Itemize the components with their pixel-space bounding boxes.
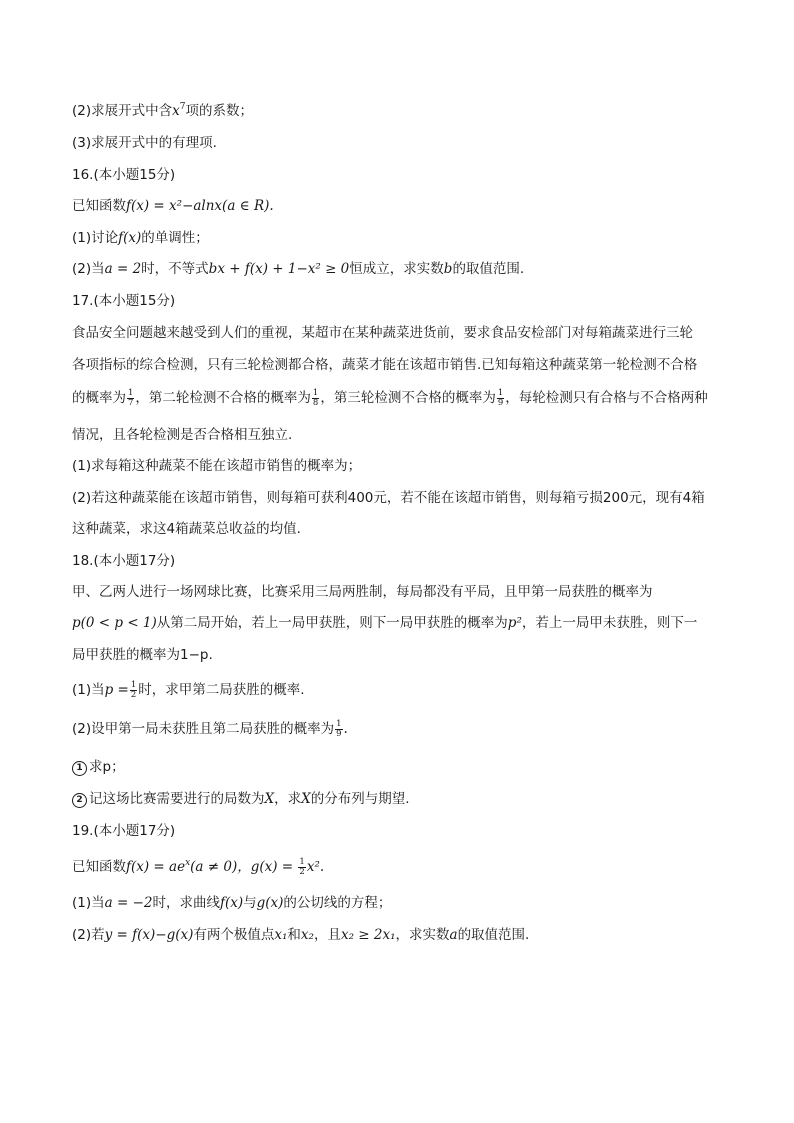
fraction-1-2: $\frac{1}{2}$ [130, 679, 137, 700]
question-18-stem-2: p(0 < p < 1)从第二局开始，若上一局甲获胜，则下一局甲获胜的概率为p²，若上一局甲未获胜，则下一 [72, 615, 698, 631]
question-19-part-1: (1)当a = −2时，求曲线f(x)与g(x)的公切线的方程； [72, 895, 392, 911]
question-16-part-1: (1)讨论f(x)的单调性； [72, 230, 209, 246]
function-definition: f(x) = x²−alnx(a ∈ R). [126, 198, 274, 214]
exponent: 7 [179, 102, 186, 112]
inequality: bx + f(x) + 1−x² ≥ 0 [208, 261, 350, 277]
fraction-1-7: $\frac{1}{7}$ [128, 387, 134, 408]
question-19-stem: 已知函数$f(x) = ae^x(a \ne 0)$，g(x) = $\frac{1}{2}$ x². [72, 856, 325, 877]
question-18-header: 18.(本小题17分) [72, 553, 176, 569]
question-17-header: 17.(本小题15分) [72, 293, 176, 309]
question-17-stem-3: 的概率为 $\frac{1}{7}$ ，第二轮检测不合格的概率为 $\frac{1}{8}$ ，第三轮检测不合格的概率为 $\frac{1}{9}$ ，每轮检测只有合格与不合格两种 [72, 387, 708, 408]
question-18-part-1: (1)当p = $\frac{1}{2}$ 时，求甲第二局获胜的概率. [72, 679, 305, 700]
circled-number-2: 2 [72, 793, 87, 808]
question-17-part-2b: 这种蔬菜，求这4箱蔬菜总收益的均值. [72, 521, 301, 537]
p-range: p(0 < p < 1) [72, 615, 157, 631]
question-18-stem-1: 甲、乙两人进行一场网球比赛，比赛采用三局两胜制，每局都没有平局，且甲第一局获胜的概率为 [72, 584, 653, 600]
question-19-header: 19.(本小题17分) [72, 823, 176, 839]
question-18-part-2-2: 2 记这场比赛需要进行的局数为X，求X的分布列与期望. [72, 789, 410, 809]
fraction-1-8: $\frac{1}{8}$ [312, 387, 319, 408]
question-17-stem-4: 情况，且各轮检测是否合格相互独立. [72, 427, 293, 443]
question-19-part-2: (2)若y = f(x)−g(x)有两个极值点x₁和x₂，且x₂ ≥ 2x₁，求实数a的取值范围. [72, 927, 530, 943]
question-18-stem-3: 局甲获胜的概率为1−p. [72, 647, 213, 663]
question-17-stem-1: 食品安全问题越来越受到人们的重视，某超市在某种蔬菜进货前，要求食品安检部门对每箱蔬菜进行三轮 [72, 325, 693, 341]
question-16-header: 16.(本小题15分) [72, 167, 176, 183]
question-17-part-1: (1)求每箱这种蔬菜不能在该超市销售的概率为； [72, 458, 362, 474]
question-17-part-2a: (2)若这种蔬菜能在该超市销售，则每箱可获利400元，若不能在该超市销售，则每箱亏损200元，现有4箱 [72, 490, 705, 506]
question-18-part-2-1: 1 求p； [72, 757, 125, 777]
question-15-part-2: (2)求展开式中含$x^7$项的系数； [72, 102, 253, 119]
math-x: x [172, 103, 180, 119]
fraction-1-9: $\frac{1}{9}$ [497, 387, 504, 408]
question-17-stem-2: 各项指标的综合检测，只有三轮检测都合格，蔬菜才能在该超市销售.已知每箱这种蔬菜第一轮检测不合格 [72, 357, 698, 373]
circled-number-1: 1 [72, 761, 87, 776]
question-18-part-2: (2)设甲第一局未获胜且第二局获胜的概率为 $\frac{1}{9}$ . [72, 718, 348, 739]
fraction-1-9: $\frac{1}{9}$ [336, 718, 342, 739]
fraction-1-2: $\frac{1}{2}$ [299, 856, 305, 877]
question-16-stem: 已知函数f(x) = x²−alnx(a ∈ R). [72, 198, 274, 214]
question-15-part-3: (3)求展开式中的有理项. [72, 135, 217, 151]
question-16-part-2: (2)当a = 2时，不等式bx + f(x) + 1−x² ≥ 0恒成立，求实数b的取值范围. [72, 261, 525, 277]
